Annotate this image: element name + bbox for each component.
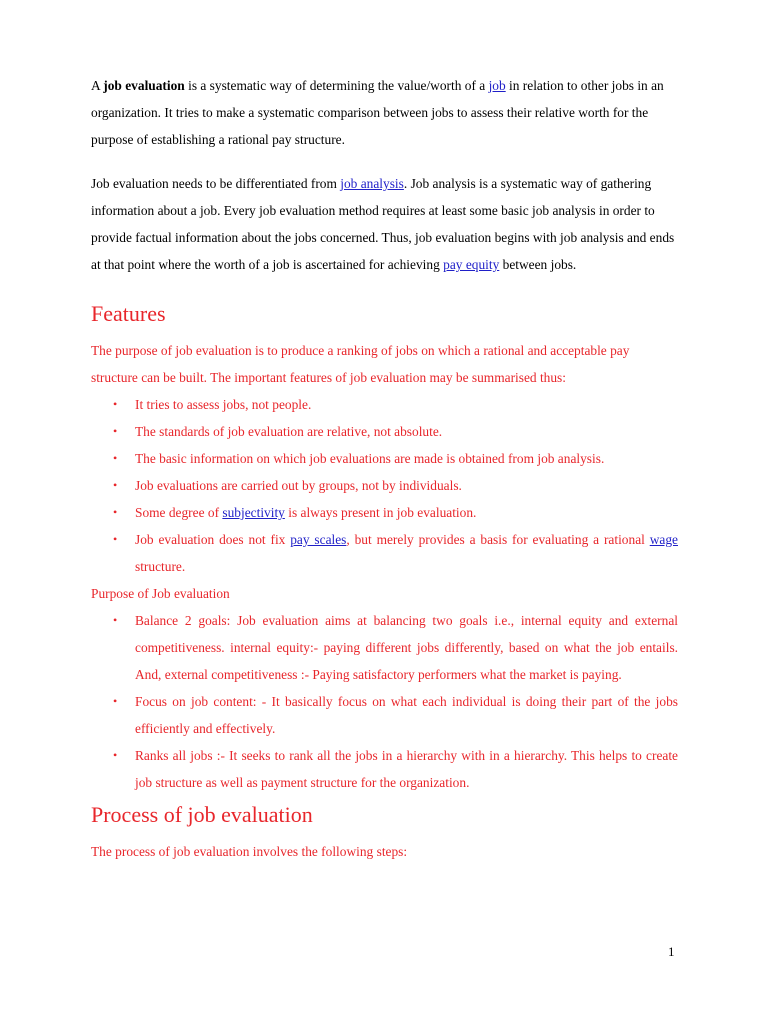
list-item-text: Focus on job content: - It basically focus on what each individual is doing their part of the jobs efficiently and effectively. [135,694,678,736]
link-job-analysis[interactable]: job analysis [340,176,404,191]
list-item [91,391,678,418]
link-subjectivity[interactable]: subjectivity [222,505,285,520]
link-job[interactable]: job [488,78,506,93]
bullet-icon: • [113,613,118,627]
heading-features: Features [91,301,166,326]
list-item-text: It tries to assess jobs, not people. [135,397,312,412]
bullet-icon: • [113,397,118,411]
list-item [91,526,678,580]
link-pay-scales[interactable]: pay scales [290,532,347,547]
text: , but merely provides a basis for evaluating a rational [346,532,650,547]
text: in relation to other jobs in an organization. It tries to make a systematic comparison between jobs to assess their relative worth for the purpose of establishing a rational pay structure. [91,78,664,147]
text: Some degree of [135,505,223,520]
bullet-icon: • [113,478,118,492]
bullet-icon: • [113,424,118,438]
text: Job evaluation does not fix [135,532,291,547]
process-intro: The process of job evaluation involves the following steps: [91,844,408,859]
document-page [91,72,678,865]
list-item [91,742,678,796]
list-item [91,688,678,742]
list-item-text: The standards of job evaluation are relative, not absolute. [135,424,443,439]
features-intro: The purpose of job evaluation is to produce a ranking of jobs on which a rational and acceptable pay structure can be built. The important features of job evaluation may be summarised thus: [91,343,630,385]
heading-purpose: Purpose of Job evaluation [91,586,230,601]
bold-term-job-evaluation: job evaluation [103,78,185,93]
heading-process: Process of job evaluation [91,802,313,827]
link-wage[interactable]: wage [649,532,678,547]
bullet-icon: • [113,505,118,519]
page-number: 1 [668,944,675,959]
features-list [91,391,678,580]
bullet-icon: • [113,748,118,762]
purpose-list [91,607,678,796]
text: between jobs. [499,257,577,272]
bullet-icon: • [113,532,118,546]
text: structure. [135,559,186,574]
list-item-text: Ranks all jobs :- It seeks to rank all the jobs in a hierarchy with in a hierarchy. This helps to create job structure as well as payment structure for the organization. [135,748,678,790]
list-item-text: Balance 2 goals: Job evaluation aims at balancing two goals i.e., internal equity and external competitiveness. internal equity:- paying different jobs differently, based on what the job entails. And, external competitiveness :- Paying satisfactory performers what the market is paying. [135,613,678,682]
intro-paragraph-1 [91,72,678,153]
bullet-icon: • [113,694,118,708]
text: is a systematic way of determining the value/worth of a [184,78,489,93]
text: Job evaluation needs to be differentiated from [91,176,341,191]
link-pay-equity[interactable]: pay equity [443,257,500,272]
list-item [91,472,678,499]
text: . Job analysis is a systematic way of gathering information about a job. Every job evaluation method requires at least some basic job analysis in order to provide factual information about the jobs concerned. Thus, job evaluation begins with job analysis and ends at that point where the worth of a job is ascertained for achieving [91,176,675,272]
text: is always present in job evaluation. [284,505,477,520]
list-item [91,607,678,688]
intro-paragraph-2 [91,170,678,278]
list-item-text: Job evaluations are carried out by groups, not by individuals. [135,478,462,493]
list-item [91,445,678,472]
list-item [91,499,678,526]
text: A [91,78,104,93]
bullet-icon: • [113,451,118,465]
list-item [91,418,678,445]
list-item-text: The basic information on which job evaluations are made is obtained from job analysis. [135,451,605,466]
